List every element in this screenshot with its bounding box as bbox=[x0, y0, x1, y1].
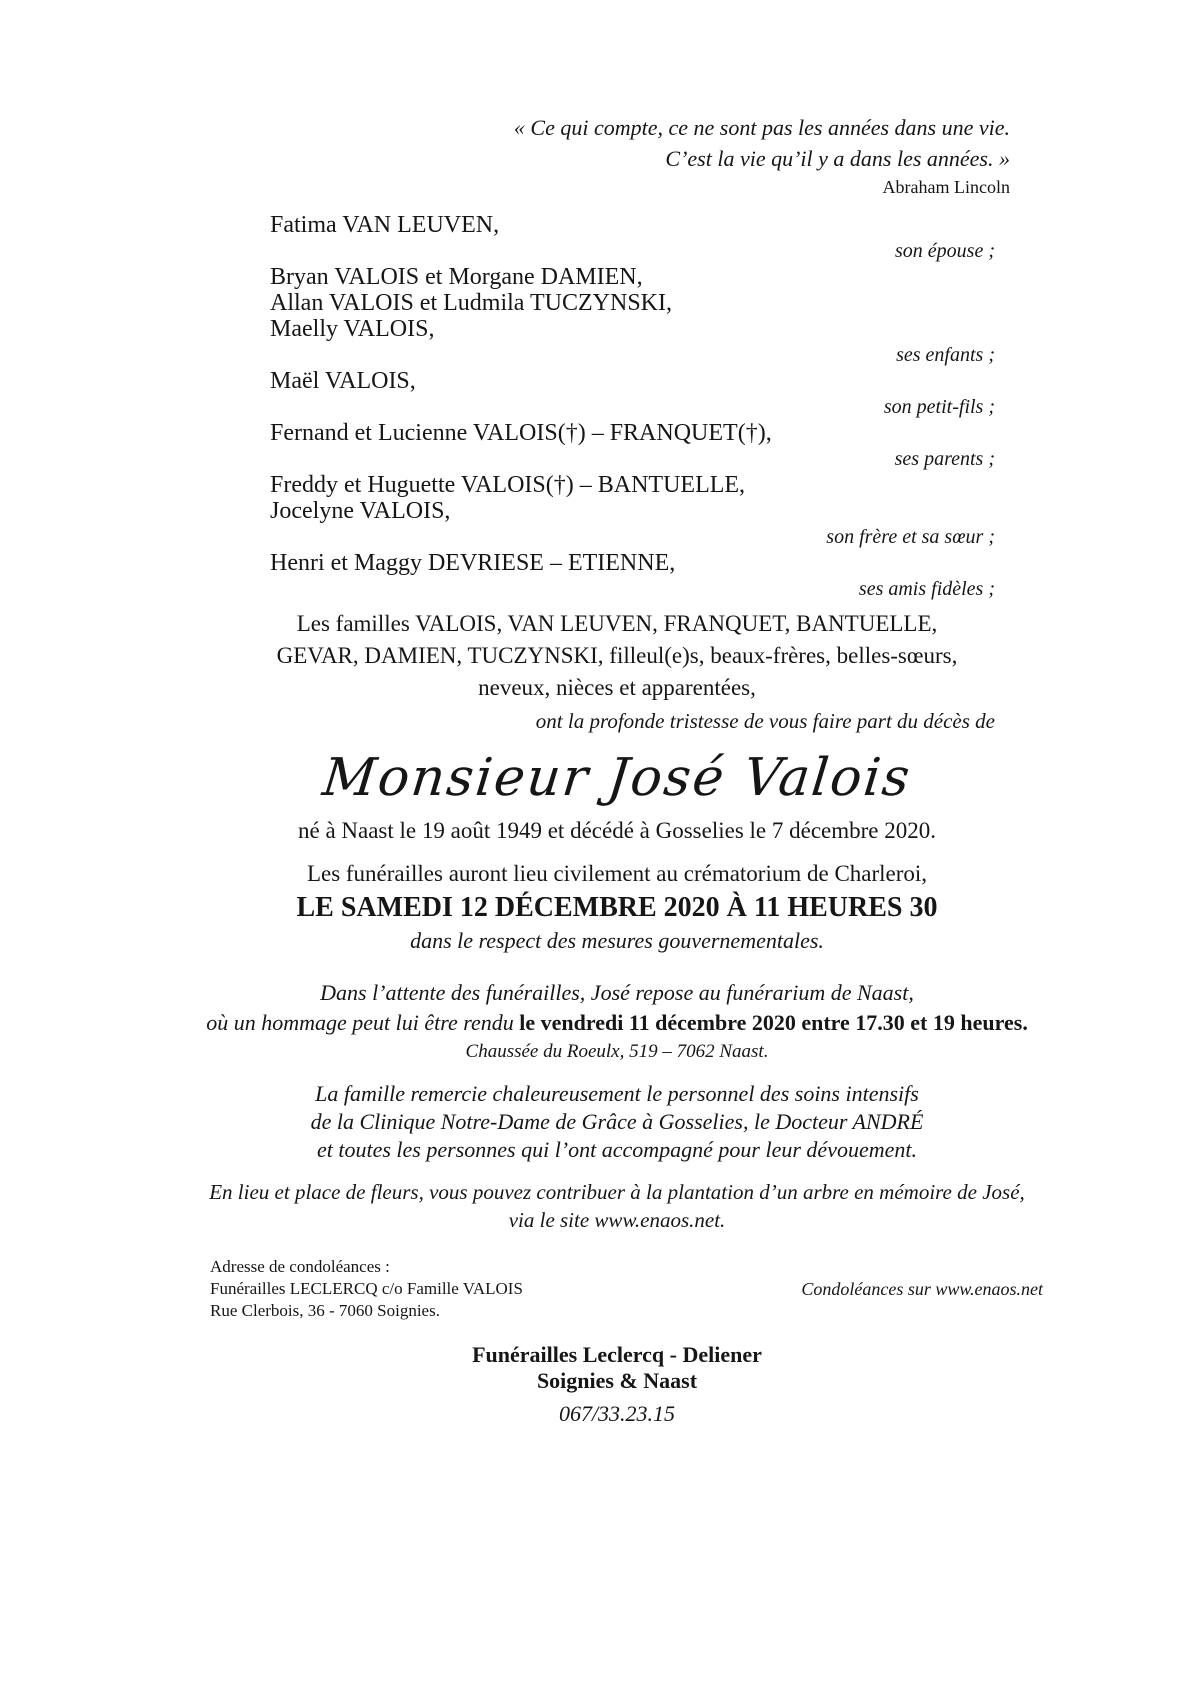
condolences-line-1: Funérailles LECLERCQ c/o Famille VALOIS bbox=[210, 1279, 523, 1298]
relative-name: Freddy et Huguette VALOIS(†) – BANTUELLE, bbox=[270, 472, 746, 498]
families-paragraph bbox=[0, 608, 1194, 704]
quote-line-2: C’est la vie qu’il y a dans les années. » bbox=[665, 146, 1010, 171]
quote-author: Abraham Lincoln bbox=[882, 177, 1010, 197]
visitation-line-2 bbox=[40, 1008, 1194, 1038]
thanks-line-2: de la Clinique Notre-Dame de Grâce à Gosselies, le Docteur ANDRÉ bbox=[310, 1109, 924, 1134]
relation-label: son frère et sa sœur ; bbox=[826, 526, 995, 548]
relative-name: Fernand et Lucienne VALOIS(†) – FRANQUET(†), bbox=[270, 420, 772, 446]
flowers-line-2: via le site www.enaos.net. bbox=[508, 1208, 726, 1232]
relation-label: ses parents ; bbox=[894, 448, 995, 470]
thanks-paragraph bbox=[0, 1080, 1194, 1164]
relation-label: ses enfants ; bbox=[896, 344, 995, 366]
condolences-row bbox=[0, 1256, 1194, 1322]
relative-name: Allan VALOIS et Ludmila TUCZYNSKI, bbox=[270, 290, 672, 316]
visitation-line-2-bold: le vendredi 11 décembre 2020 entre 17.30 et 19 heures. bbox=[519, 1010, 1028, 1035]
families-line-2: GEVAR, DAMIEN, TUCZYNSKI, filleul(e)s, beaux-frères, belles-sœurs, bbox=[276, 643, 958, 668]
life-dates: né à Naast le 19 août 1949 et décédé à Gosselies le 7 décembre 2020. bbox=[297, 818, 936, 843]
thanks-line-3: et toutes les personnes qui l’ont accompagné pour leur dévouement. bbox=[317, 1137, 917, 1162]
funeral-date-line: LE SAMEDI 12 DÉCEMBRE 2020 À 11 HEURES 30 bbox=[296, 892, 938, 923]
funeral-home-location: Soignies & Naast bbox=[536, 1368, 698, 1393]
flowers-paragraph bbox=[0, 1178, 1194, 1234]
condolences-address-block bbox=[210, 1256, 523, 1322]
quote-line-1: « Ce qui compte, ce ne sont pas les années dans une vie. bbox=[513, 115, 1010, 140]
relative-name: Fatima VAN LEUVEN, bbox=[270, 212, 500, 238]
relation-label: ses amis fidèles ; bbox=[858, 578, 995, 600]
condolences-heading: Adresse de condoléances : bbox=[210, 1257, 390, 1276]
flowers-line-1: En lieu et place de fleurs, vous pouvez contribuer à la plantation d’un arbre en mémoire de José, bbox=[209, 1180, 1025, 1204]
visitation-address: Chaussée du Roeulx, 519 – 7062 Naast. bbox=[465, 1041, 769, 1062]
funeral-home-name: Funérailles Leclercq - Deliener bbox=[472, 1342, 762, 1367]
visitation-line-1: Dans l’attente des funérailles, José repose au funérarium de Naast, bbox=[320, 980, 914, 1005]
funeral-details bbox=[0, 858, 1194, 956]
relative-name: Maël VALOIS, bbox=[270, 368, 416, 394]
funeral-home-phone: 067/33.23.15 bbox=[558, 1401, 676, 1426]
thanks-line-1: La famille remercie chaleureusement le personnel des soins intensifs bbox=[315, 1081, 919, 1106]
relation-label: son petit-fils ; bbox=[883, 396, 995, 418]
families-line-3: neveux, nièces et apparentées, bbox=[478, 675, 756, 700]
announcement-line: ont la profonde tristesse de vous faire part du décès de bbox=[535, 709, 995, 733]
condolences-online: Condoléances sur www.enaos.net bbox=[801, 1278, 1043, 1299]
funeral-location-line: Les funérailles auront lieu civilement au crématorium de Charleroi, bbox=[306, 861, 928, 886]
visitation-details bbox=[0, 978, 1194, 1066]
relatives-list bbox=[0, 212, 1194, 602]
deceased-name: Monsieur José Valois bbox=[319, 748, 915, 808]
quote-block bbox=[0, 0, 1194, 200]
families-line-1: Les familles VALOIS, VAN LEUVEN, FRANQUET, BANTUELLE, bbox=[296, 611, 938, 636]
visitation-line-2-italic: où un hommage peut lui être rendu bbox=[206, 1010, 520, 1035]
relation-label: son épouse ; bbox=[895, 240, 995, 262]
funeral-home-footer bbox=[0, 1342, 1194, 1428]
relative-name: Jocelyne VALOIS, bbox=[270, 498, 451, 524]
relative-name: Maelly VALOIS, bbox=[270, 316, 435, 342]
relative-name: Henri et Maggy DEVRIESE – ETIENNE, bbox=[270, 550, 676, 576]
relative-name: Bryan VALOIS et Morgane DAMIEN, bbox=[270, 264, 643, 290]
funeral-measures-line: dans le respect des mesures gouvernementales. bbox=[410, 928, 824, 953]
condolences-line-2: Rue Clerbois, 36 - 7060 Soignies. bbox=[210, 1301, 440, 1320]
